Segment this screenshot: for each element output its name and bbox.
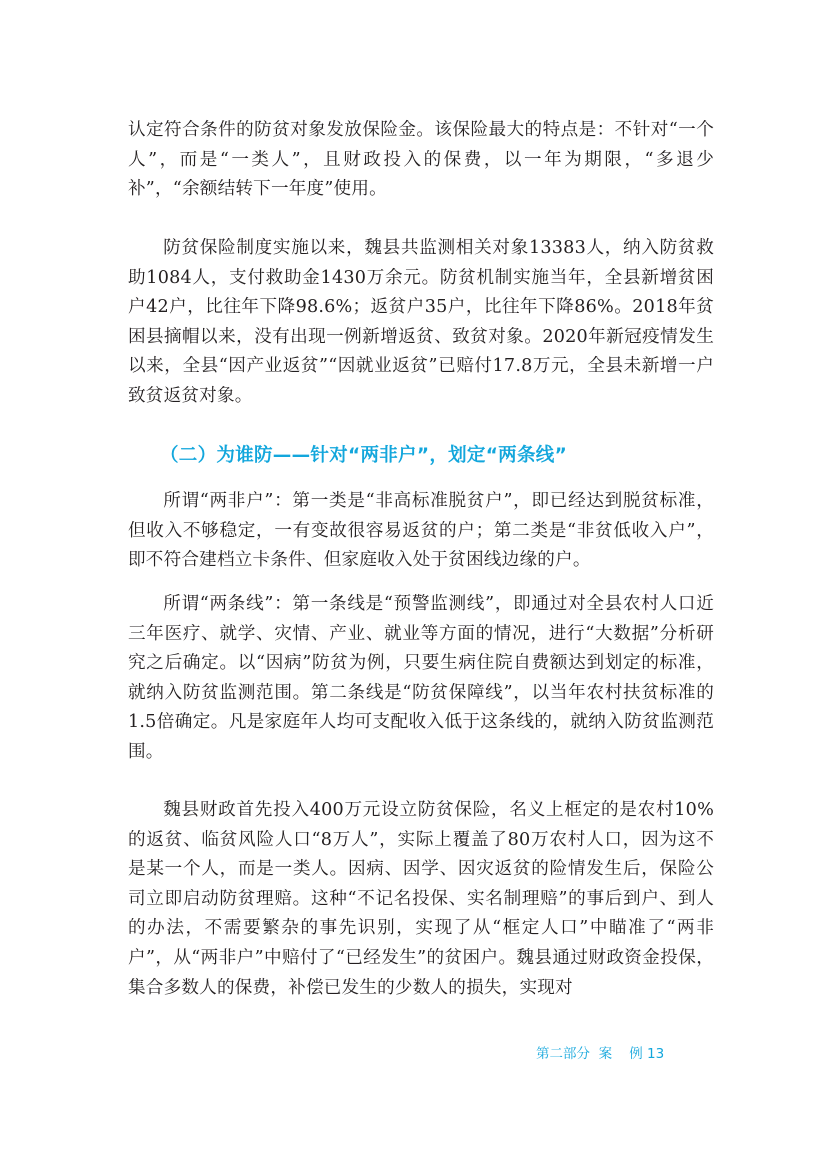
paragraph-insurance-results: 防贫保险制度实施以来，魏县共监测相关对象13383人，纳入防贫救助1084人，支付救助金1430万余元。防贫机制实施当年，全县新增贫困户42户，比往年下降98.6%；返贫户35户，比往年下降86%。2018年贫困县摘帽以来，没有出现一例新增返贫、致贫对象。2020年新冠疫情发生以来，全县“因产业返贫”“因就业返贫”已赔付17.8万元，全县未新增一户致贫返贫对象。	[128, 238, 714, 406]
paragraph-two-lines: 所谓“两条线”：第一条线是“预警监测线”，即通过对全县农村人口近三年医疗、就学、灾情、产业、就业等方面的情况，进行“大数据”分析研究之后确定。以“因病”防贫为例，只要生病住院自费额达到划定的标准，就纳入防贫监测范围。第二条线是“防贫保障线”，以当年农村扶贫标准的1.5倍确定。凡是家庭年人均可支配收入低于这条线的，就纳入防贫监测范围。	[128, 594, 714, 762]
paragraph-insurance-feature: 认定符合条件的防贫对象发放保险金。该保险最大的特点是：不针对“一个人”，而是“一类人”，且财政投入的保费，以一年为期限，“多退少补”，“余额结转下一年度”使用。	[128, 120, 714, 200]
paragraph-weixian-funding: 魏县财政首先投入400万元设立防贫保险，名义上框定的是农村10%的返贫、临贫风险人口“8万人”，实际上覆盖了80万农村人口，因为这不是某一个人，而是一类人。因病、因学、因灾返贫的险情发生后，保险公司立即启动防贫理赔。这种“不记名投保、实名制理赔”的事后到户、到人的办法，不需要繁杂的事先识别，实现了从“框定人口”中瞄准了“两非户”，从“两非户”中赔付了“已经发生”的贫困户。魏县通过财政资金投保，集合多数人的保费，补偿已发生的少数人的损失，实现对	[128, 800, 714, 998]
page-footer: 第二部分 案 例 13	[536, 1046, 665, 1062]
paragraph-two-non-households: 所谓“两非户”：第一类是“非高标准脱贫户”，即已经达到脱贫标准，但收入不够稳定，一有变故很容易返贫的户；第二类是“非贫低收入户”，即不符合建档立卡条件、但家庭收入处于贫困线边缘的户。	[128, 491, 714, 571]
section-heading: （二）为谁防——针对“两非户”，划定“两条线”	[160, 445, 568, 466]
